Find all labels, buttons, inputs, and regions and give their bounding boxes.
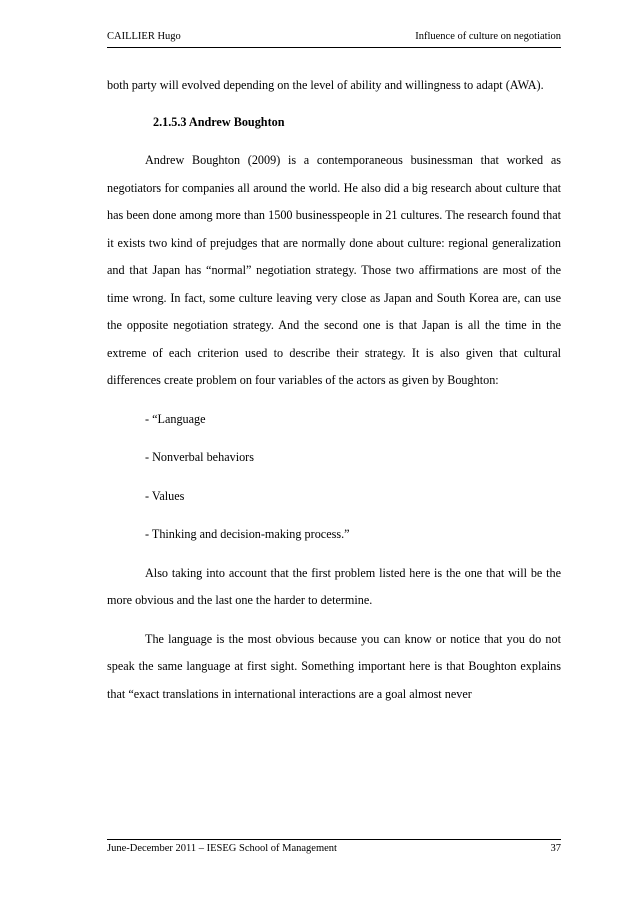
header-divider — [107, 47, 561, 48]
paragraph-language: The language is the most obvious because you can know or notice that you do not speak the same language at first sight. Something important here is that Boughton explains that “exact translations in international interactions are a goal almost never — [107, 631, 561, 701]
paragraph-boughton-intro: Andrew Boughton (2009) is a contemporaneous businessman that worked as negotiators for companies all around the world. He also did a big research about culture that has been done among more than 1500 businesspeople in 21 cultures. The research found that it exists two kind of prejudges that are normally done about culture: regional generalization and that Japan has “normal” negotiation strategy. Those two affirmations are most of the time wrong. In fact, some culture leaving very close as Japan and South Korea are, can use the opposite negotiation strategy. And the second one is that Japan is all the time in the extreme of each criterion used to describe their strategy. It is also given that cultural differences create problem on four variables of the actors as given by Boughton: — [107, 153, 561, 387]
list-item-language: - “Language — [145, 411, 206, 426]
header-author: CAILLIER Hugo — [107, 31, 181, 42]
footer-institution: June-December 2011 – IESEG School of Management — [107, 843, 337, 854]
section-heading: 2.1.5.3 Andrew Boughton — [153, 114, 285, 129]
list-item-values: - Values — [145, 488, 185, 503]
footer-divider — [107, 839, 561, 840]
page-body — [107, 72, 561, 708]
list-item-thinking: - Thinking and decision-making process.” — [145, 527, 350, 541]
paragraph-continuation: both party will evolved depending on the level of ability and willingness to adapt (AWA). — [107, 78, 544, 92]
page-number: 37 — [550, 843, 561, 854]
paragraph-obvious-problem: Also taking into account that the first problem listed here is the one that will be the more obvious and the last one the harder to determine. — [107, 565, 561, 607]
header-title: Influence of culture on negotiation — [415, 31, 561, 42]
list-item-nonverbal: - Nonverbal behaviors — [145, 450, 254, 464]
